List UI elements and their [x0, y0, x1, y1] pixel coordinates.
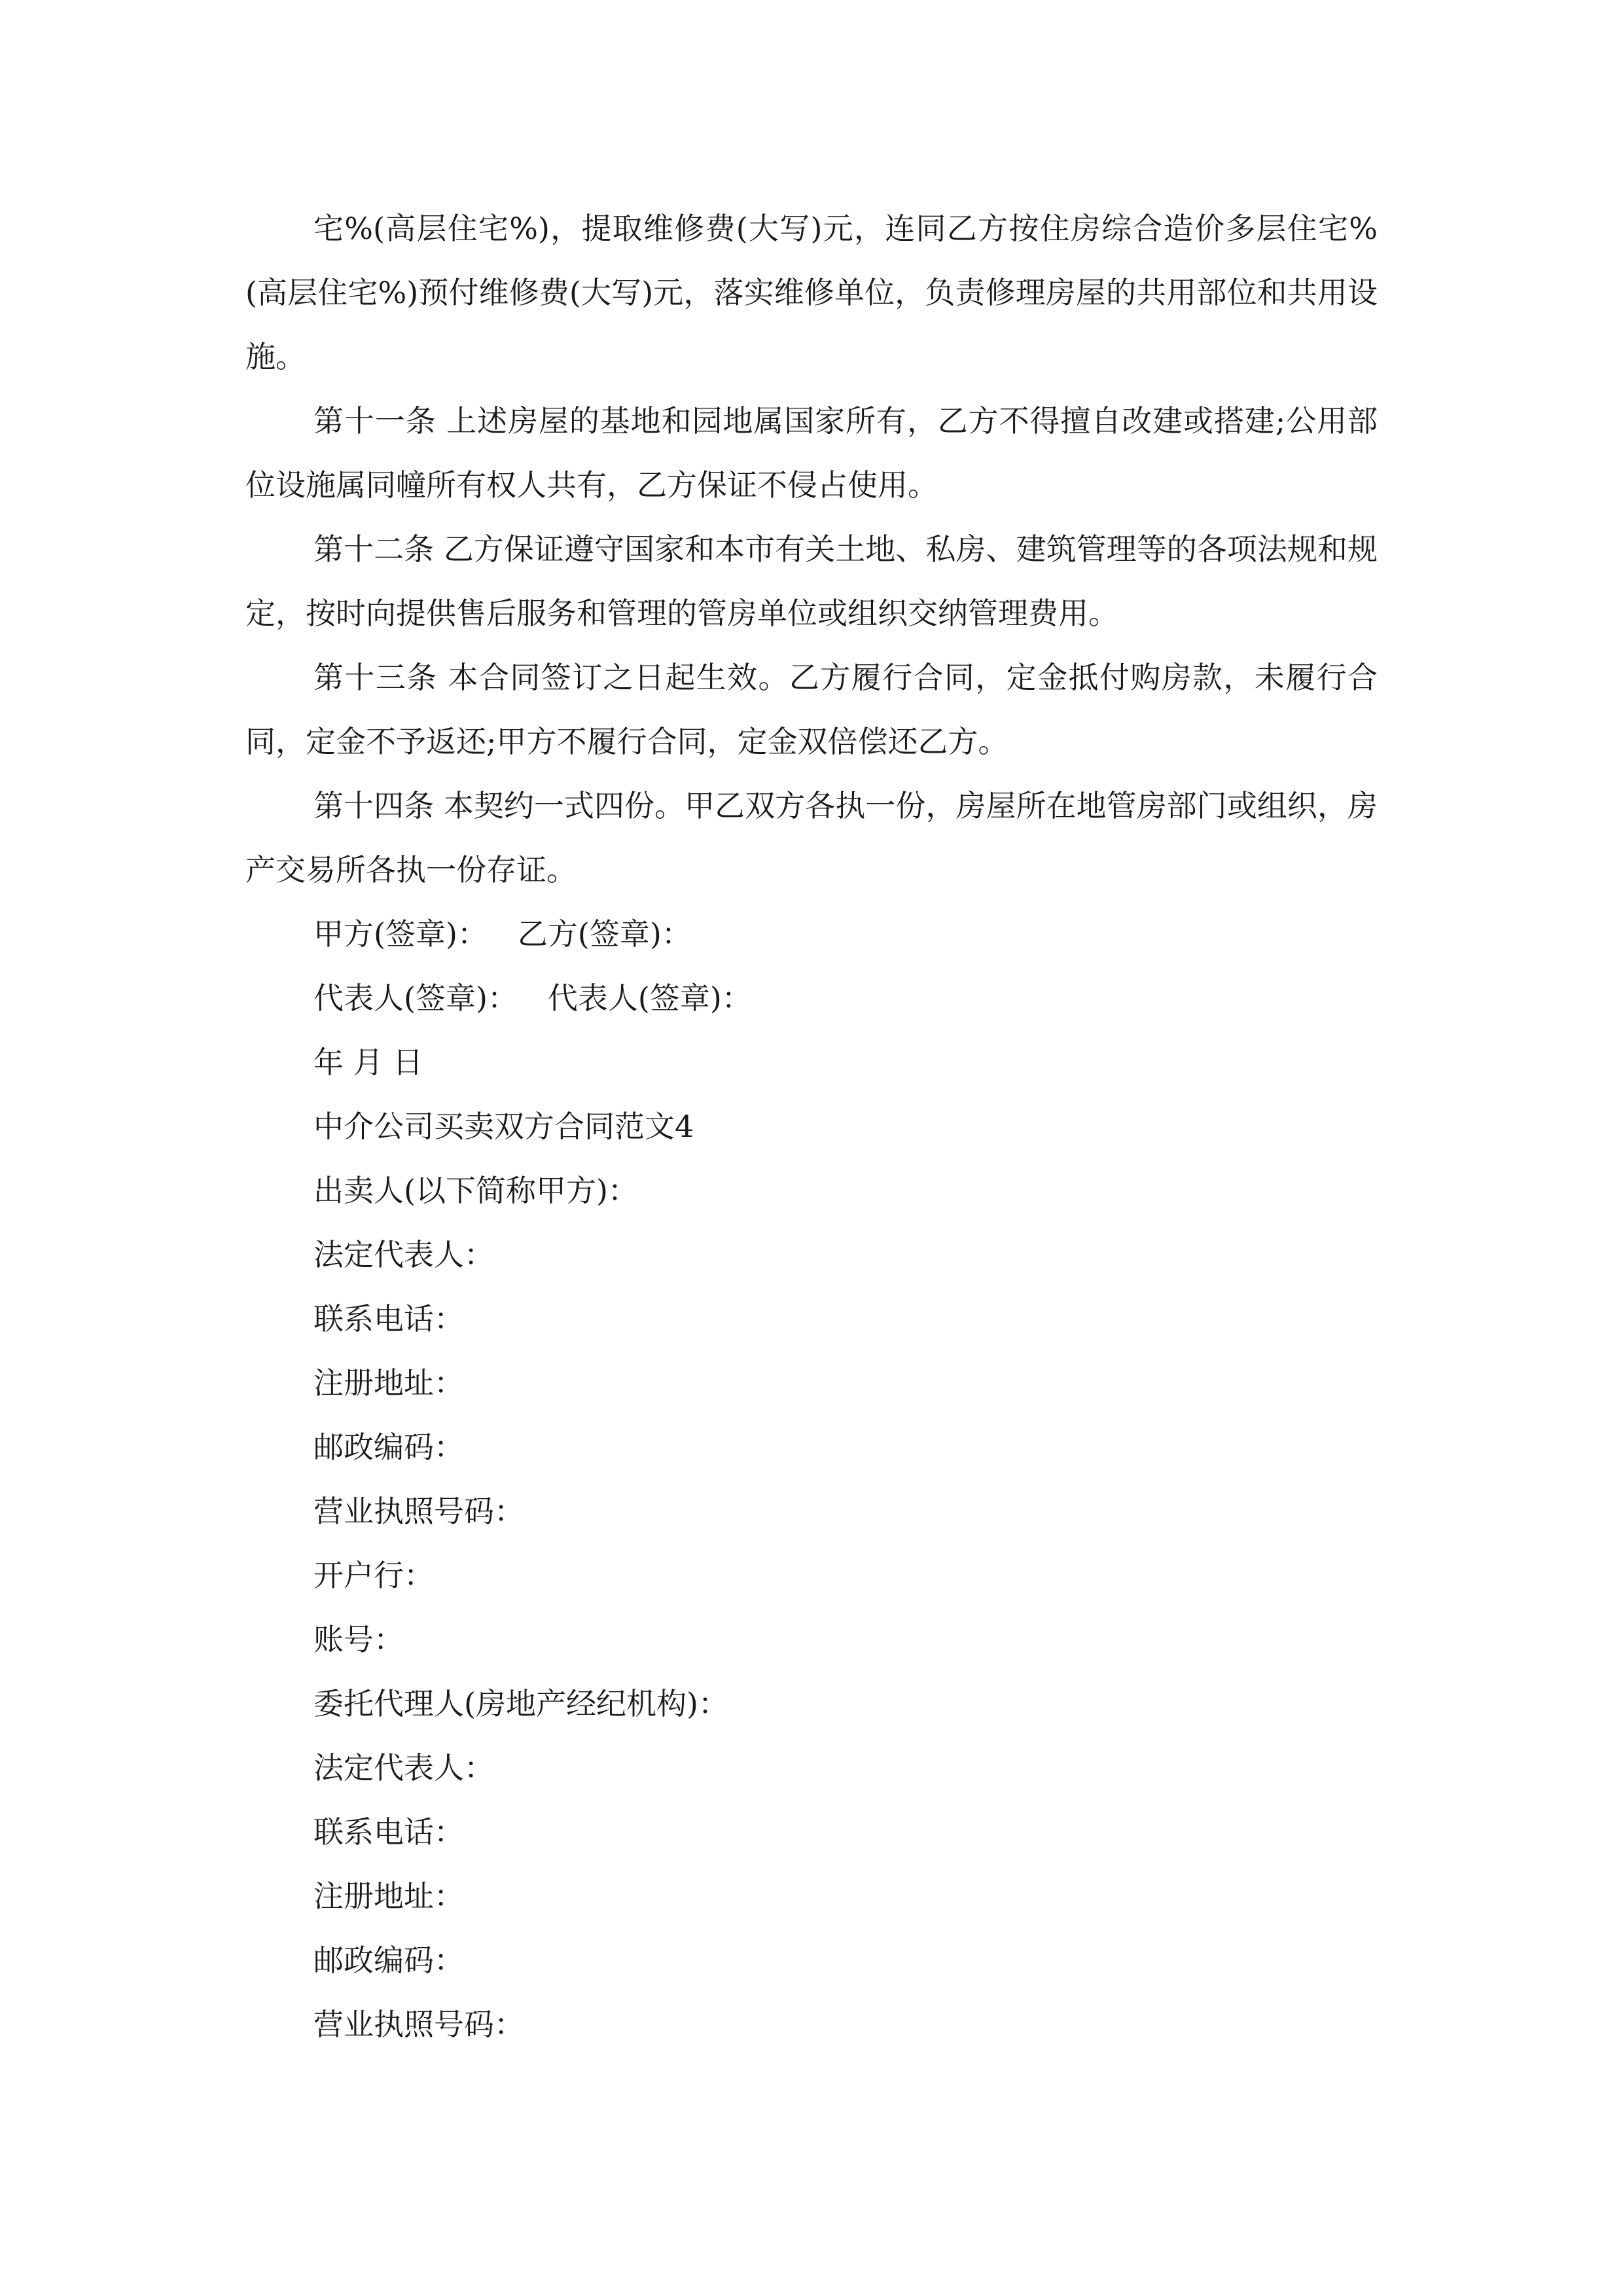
field-agent-legal-rep: 法定代表人： — [313, 1750, 494, 1785]
field-legal-rep: 法定代表人： — [313, 1237, 494, 1272]
field-agent-phone: 联系电话： — [313, 1814, 464, 1850]
signature-parties-line — [245, 902, 1378, 966]
field-postcode: 邮政编码： — [313, 1429, 464, 1465]
party-b-signature-label: 乙方(签章)： — [517, 916, 692, 952]
document-body — [245, 196, 1378, 2056]
rep-b-signature-label: 代表人(签章)： — [547, 980, 752, 1016]
paragraph-maintenance-fee: 宅%(高层住宅%)，提取维修费(大写)元，连同乙方按住房综合造价多层住宅%(高层住宅%)预付维修费(大写)元，落实维修单位，负责修理房屋的共用部位和共用设施。 — [245, 211, 1378, 374]
party-a-signature-label: 甲方(签章)： — [313, 916, 488, 952]
field-seller: 出卖人(以下简称甲方)： — [313, 1173, 638, 1208]
signature-representatives-line — [245, 966, 1378, 1030]
signature-date-line: 年 月 日 — [313, 1045, 423, 1080]
field-account: 账号： — [313, 1622, 404, 1657]
field-agent-license-number: 营业执照号码： — [313, 2007, 524, 2042]
paragraph-article-11: 第十一条 上述房屋的基地和园地属国家所有，乙方不得擅自改建或搭建;公用部位设施属同幢所有权人共有，乙方保证不侵占使用。 — [245, 403, 1378, 503]
paragraph-article-13: 第十三条 本合同签订之日起生效。乙方履行合同，定金抵付购房款，未履行合同，定金不予返还;甲方不履行合同，定金双倍偿还乙方。 — [245, 660, 1378, 759]
rep-a-signature-label: 代表人(签章)： — [313, 980, 518, 1016]
section-title: 中介公司买卖双方合同范文4 — [313, 1109, 694, 1144]
field-agent-postcode: 邮政编码： — [313, 1943, 464, 1978]
field-bank: 开户行： — [313, 1558, 434, 1593]
field-address: 注册地址： — [313, 1365, 464, 1401]
paragraph-article-14: 第十四条 本契约一式四份。甲乙双方各执一份，房屋所在地管房部门或组织，房产交易所各执一份存证。 — [245, 788, 1378, 888]
field-license-number: 营业执照号码： — [313, 1494, 524, 1529]
field-agent: 委托代理人(房地产经纪机构)： — [313, 1686, 728, 1721]
paragraph-article-12: 第十二条 乙方保证遵守国家和本市有关土地、私房、建筑管理等的各项法规和规定，按时向提供售后服务和管理的管房单位或组织交纳管理费用。 — [245, 531, 1378, 631]
field-agent-address: 注册地址： — [313, 1878, 464, 1914]
field-phone: 联系电话： — [313, 1301, 464, 1336]
